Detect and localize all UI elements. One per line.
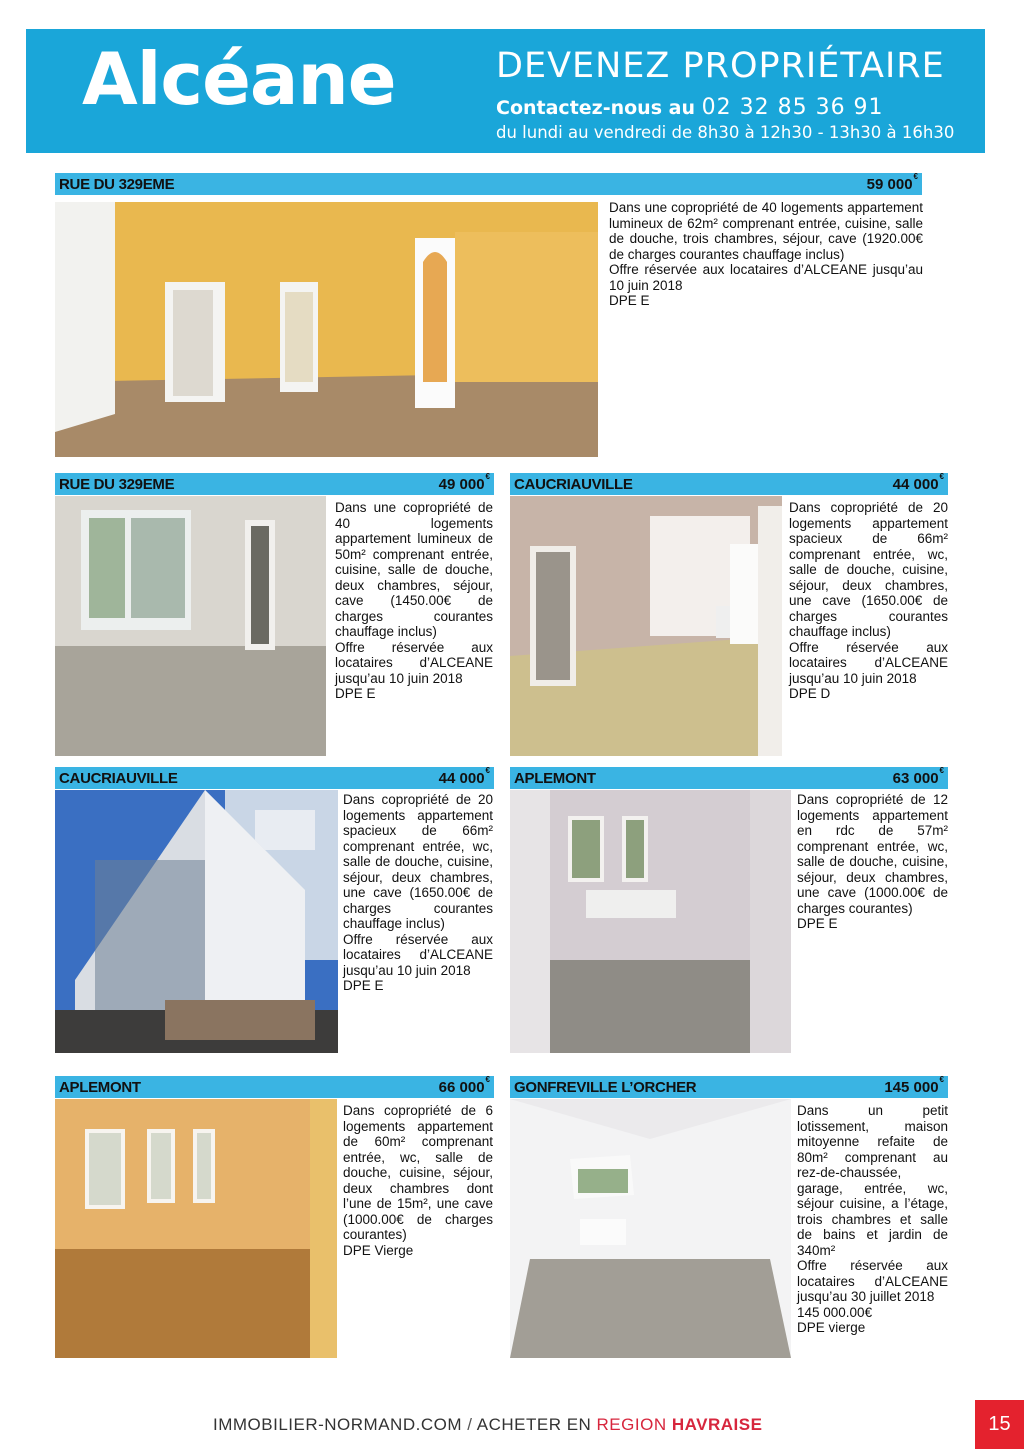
listing-title-bar [55, 767, 494, 789]
brand-logo: Alcéane [82, 37, 396, 121]
listing-photo [55, 790, 338, 1053]
listing-description: Dans copropriété de 12 logements appartement en rdc de 57m² comprenant entrée, wc, salle de douche, cuisine, séjour, deux chambres, une cave (1000.00€ de charges courantes) DPE E [797, 792, 948, 931]
listing-card [55, 1076, 494, 1358]
listing-photo [55, 202, 598, 457]
listing-description: Dans copropriété de 20 logements appartement spacieux de 66m² comprenant entrée, wc, salle de douche, cuisine, séjour, deux chambres, une cave (1650.00€ de charges courantes chauffage inclus) Offre réservée aux locataires d’ALCEANE jusqu’au 10 juin 2018 DPE D [789, 500, 948, 701]
opening-hours: du lundi au vendredi de 8h30 à 12h30 - 13h30 à 16h30 [496, 123, 955, 142]
listing-photo [55, 496, 326, 756]
listing-description: Dans une copropriété de 40 logements appartement lumineux de 50m² comprenant entrée, cuisine, salle de douche, deux chambres, séjour, cave (1450.00€ de charges courantes chauffage inclus) Offre réservée aux locataires d’ALCEANE jusqu’au 10 juin 2018 DPE E [335, 500, 493, 701]
listing-card [55, 473, 494, 756]
listing-location: GONFREVILLE L’ORCHER [514, 1078, 697, 1096]
listing-price: 44 000€ [892, 471, 944, 493]
listing-title-bar [55, 173, 922, 195]
listing-location: RUE DU 329EME [59, 175, 175, 193]
listing-location: APLEMONT [59, 1078, 141, 1096]
page-number: 15 [975, 1400, 1024, 1449]
footer-separator: / [462, 1415, 477, 1434]
listing-price: 49 000€ [438, 471, 490, 493]
listing-location: RUE DU 329EME [59, 475, 175, 493]
footer-text [213, 1415, 762, 1435]
listing-description: Dans une copropriété de 40 logements appartement lumineux de 62m² comprenant entrée, cuisine, salle de douche, trois chambres, séjour, cave (1920.00€ de charges courantes chauffage inclus) Offre réservée aux locataires d’ALCEANE jusqu’au 10 juin 2018 DPE E [609, 200, 923, 308]
listing-photo [510, 496, 782, 756]
listing-price: 63 000€ [892, 765, 944, 787]
headline: DEVENEZ PROPRIÉTAIRE [496, 46, 945, 86]
footer-region: REGION [596, 1415, 672, 1434]
listing-card [510, 473, 948, 756]
listing-title-bar [55, 1076, 494, 1098]
footer-havraise: HAVRAISE [671, 1415, 763, 1434]
listing-card [55, 767, 494, 1053]
listing-photo [510, 790, 791, 1053]
contact-line [496, 97, 884, 119]
listing-price: 44 000€ [438, 765, 490, 787]
listing-price: 145 000€ [884, 1074, 944, 1096]
listing-photo [510, 1099, 791, 1358]
listing-location: CAUCRIAUVILLE [514, 475, 633, 493]
listing-price: 59 000€ [866, 171, 918, 193]
listing-location: APLEMONT [514, 769, 596, 787]
listing-price: 66 000€ [438, 1074, 490, 1096]
listing-title-bar [55, 473, 494, 495]
listing-card [510, 767, 948, 1053]
listing-photo [55, 1099, 337, 1358]
listing-card [510, 1076, 948, 1358]
listing-location: CAUCRIAUVILLE [59, 769, 178, 787]
listing-title-bar [510, 1076, 948, 1098]
listing-title-bar [510, 767, 948, 789]
listing-description: Dans un petit lotissement, maison mitoyenne refaite de 80m² comprenant au rez-de-chaussée, garage, entrée, wc, séjour cuisine, a l’étage, trois chambres et salle de bains et jardin de 340m² Offre réservée aux locataires d’ALCEANE jusqu’au 30 juillet 2018 145 000.00€ DPE vierge [797, 1103, 948, 1335]
footer-acheter: ACHETER EN [476, 1415, 597, 1434]
footer-site[interactable]: IMMOBILIER-NORMAND.COM [213, 1415, 462, 1434]
listing-card [55, 173, 922, 457]
contact-prefix: Contactez-nous au [496, 97, 695, 119]
phone-number[interactable]: 02 32 85 36 91 [701, 95, 884, 120]
listing-description: Dans copropriété de 6 logements appartement de 60m² comprenant entrée, wc, salle de douche, cuisine, séjour, deux chambres dont l’une de 15m², une cave (1000.00€ de charges courantes) DPE Vierge [343, 1103, 493, 1258]
header-banner [26, 29, 985, 153]
listing-title-bar [510, 473, 948, 495]
listing-description: Dans copropriété de 20 logements appartement spacieux de 66m² comprenant entrée, wc, salle de douche, cuisine, séjour, deux chambres, une cave (1650.00€ de charges courantes chauffage inclus) Offre réservée aux locataires d’ALCEANE jusqu’au 10 juin 2018 DPE E [343, 792, 493, 993]
